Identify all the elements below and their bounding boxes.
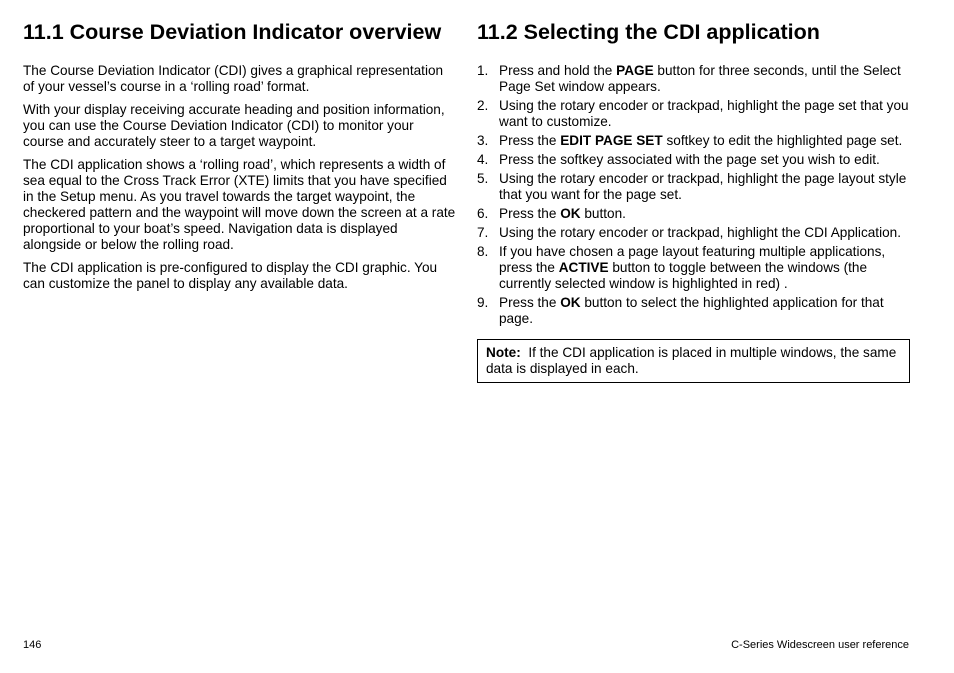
step-item (477, 152, 910, 168)
step-item (477, 244, 910, 292)
left-column (23, 18, 458, 299)
step-number: 1. (477, 63, 489, 78)
note-box (477, 339, 910, 383)
step-text: Press the (499, 133, 561, 148)
note-label: Note: (486, 345, 521, 360)
section-title-selecting-cdi: 11.2 Selecting the CDI application (477, 20, 820, 44)
step-number: 7. (477, 225, 489, 240)
step-number: 5. (477, 171, 489, 186)
right-column (477, 18, 910, 383)
step-keyword: OK (560, 206, 581, 221)
paragraph: The CDI application shows a ‘rolling road’, which represents a width of sea equal to the Cross Track Error (XTE) limits that you have specified in the Setup menu. As you travel towards the target waypoint, the checkered pattern and the waypoint will move down the screen at a rate proportional to your boat’s speed. Navigation data is displayed alongside or below the rolling road. (23, 157, 456, 252)
step-keyword: OK (560, 295, 581, 310)
step-item (477, 206, 910, 222)
section-title-cdi-overview: 11.1 Course Deviation Indicator overview (23, 20, 442, 44)
page-number: 146 (23, 639, 42, 651)
step-number: 4. (477, 152, 489, 167)
step-text: Using the rotary encoder or trackpad, highlight the page layout style that you want for the page set. (499, 171, 907, 202)
step-text: button to select the highlighted application for that page. (499, 295, 884, 326)
step-number: 6. (477, 206, 489, 221)
step-text: Press the (499, 206, 561, 221)
step-text: Using the rotary encoder or trackpad, highlight the CDI Application. (499, 225, 901, 240)
step-number: 2. (477, 98, 489, 113)
step-text: softkey to edit the highlighted page set. (662, 133, 903, 148)
step-item (477, 98, 910, 130)
step-item (477, 133, 910, 149)
step-number: 8. (477, 244, 489, 259)
step-number: 3. (477, 133, 489, 148)
step-text: button. (580, 206, 626, 221)
step-text: Press the (499, 295, 561, 310)
paragraph: The Course Deviation Indicator (CDI) gives a graphical representation of your vessel’s course in a ‘rolling road’ format. (23, 63, 444, 94)
step-text: Using the rotary encoder or trackpad, highlight the page set that you want to customize. (499, 98, 909, 129)
paragraph: With your display receiving accurate heading and position information, you can use the Course Deviation Indicator (CDI) to monitor your course and accurately steer to a target waypoint. (23, 102, 445, 149)
step-number: 9. (477, 295, 489, 310)
step-text: Press the softkey associated with the page set you wish to edit. (499, 152, 880, 167)
step-keyword: PAGE (616, 63, 654, 78)
step-item (477, 225, 910, 241)
step-text: Press and hold the (499, 63, 617, 78)
paragraph: The CDI application is pre-configured to display the CDI graphic. You can customize the panel to display any available data. (23, 260, 438, 291)
step-text: button to toggle between the windows (the currently selected window is highlighted in red) . (499, 260, 868, 291)
step-text: button for three seconds, until the Select Page Set window appears. (499, 63, 901, 94)
document-title: C-Series Widescreen user reference (731, 639, 909, 651)
steps-list (477, 63, 910, 327)
step-item (477, 295, 910, 327)
step-item (477, 63, 910, 95)
step-keyword: ACTIVE (558, 260, 609, 275)
note-text: If the CDI application is placed in multiple windows, the same data is displayed in each. (486, 345, 897, 376)
step-keyword: EDIT PAGE SET (560, 133, 663, 148)
step-item (477, 171, 910, 203)
step-text: If you have chosen a page layout featuring multiple applications, press the (499, 244, 886, 275)
